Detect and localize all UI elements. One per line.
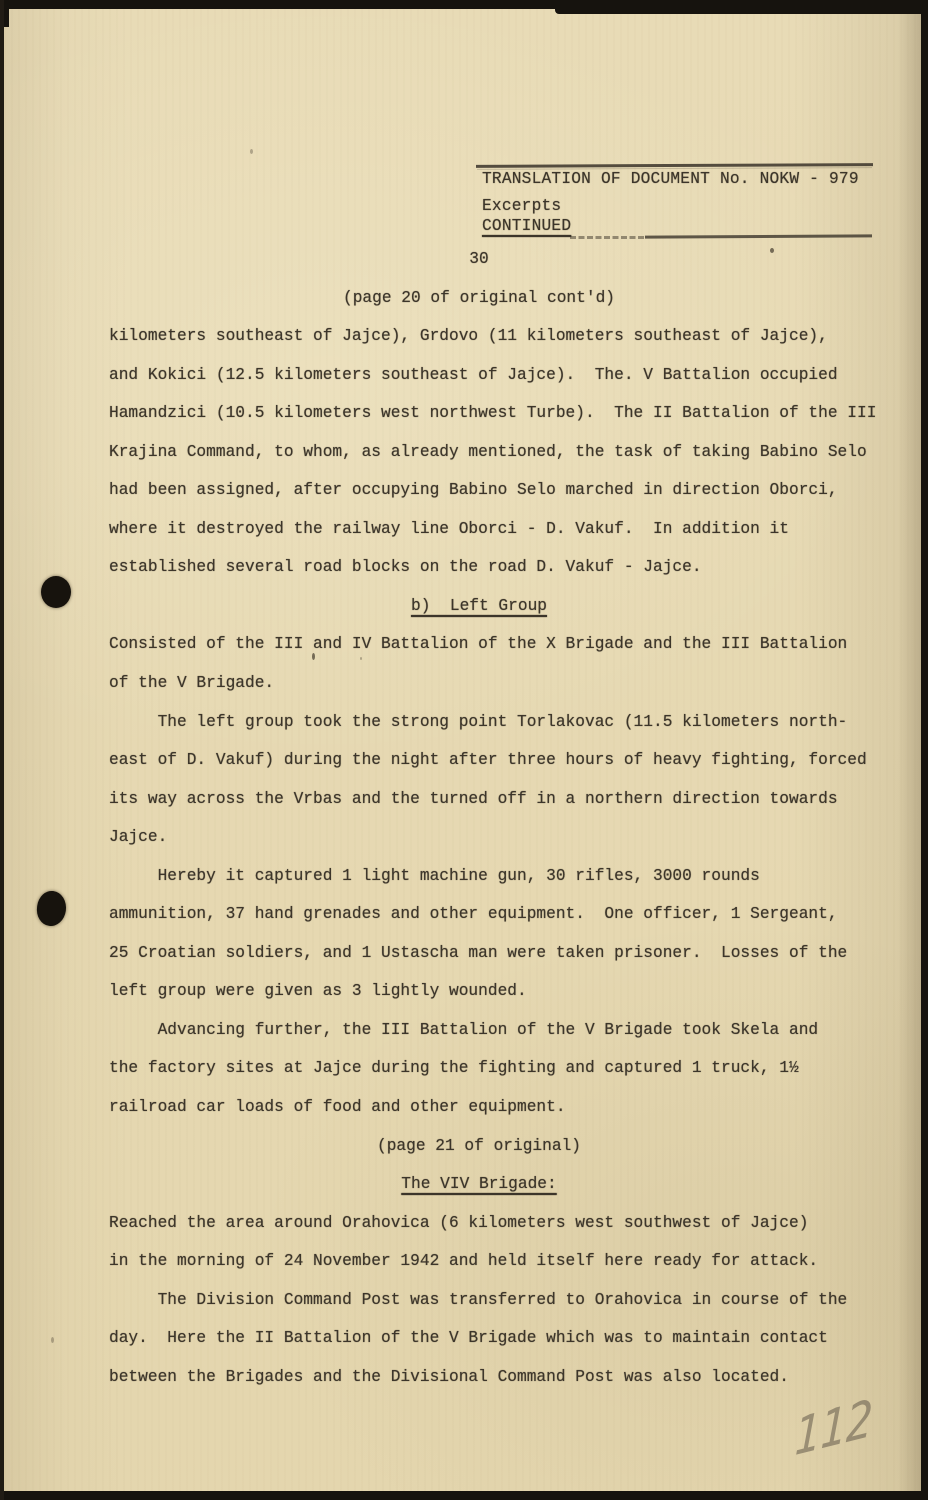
stamp-subtitle: Excerpts (482, 197, 562, 215)
punch-hole-top (41, 576, 71, 608)
stamp-dash-segment (570, 236, 644, 239)
typed-line: ammunition, 37 hand grenades and other equipment. One officer, 1 Sergeant, (109, 905, 838, 924)
section-heading-left-group: b) Left Group (411, 596, 547, 615)
paper-sheet (4, 9, 922, 1492)
typed-line: established several road blocks on the road D. Vakuf - Jajce. (109, 558, 702, 577)
typed-line: kilometers southeast of Jajce), Grdovo (11 kilometers southeast of Jajce), (109, 327, 828, 346)
stamp-top-rule (476, 163, 873, 168)
typed-line: Hamandzici (10.5 kilometers west northwest Turbe). The II Battalion of the III (109, 404, 877, 423)
typed-line: The Division Command Post was transferred to Orahovica in course of the (109, 1290, 848, 1309)
typed-line: and Kokici (12.5 kilometers southeast of Jajce). The. V Battalion occupied (109, 365, 838, 384)
ink-speck (312, 653, 315, 660)
typed-line: left group were given as 3 lightly wounded. (109, 982, 527, 1001)
typed-line: east of D. Vakuf) during the night after three hours of heavy fighting, forced (109, 751, 867, 770)
typed-line: had been assigned, after occupying Babino Selo marched in direction Oborci, (109, 481, 838, 500)
typed-line: the factory sites at Jajce during the fighting and captured 1 truck, 1½ (109, 1059, 799, 1078)
typed-line: of the V Brigade. (109, 674, 275, 693)
typed-line: Krajina Command, to whom, as already mentioned, the task of taking Babino Selo (109, 442, 867, 461)
typed-line: between the Brigades and the Divisional Command Post was also located. (109, 1367, 789, 1386)
typed-line: The left group took the strong point Torlakovac (11.5 kilometers north- (109, 712, 848, 731)
stamp-bottom-rule (645, 234, 872, 238)
typed-line: Advancing further, the III Battalion of the V Brigade took Skela and (109, 1020, 819, 1039)
scan-edge-bottom (0, 1491, 928, 1500)
scan-edge-top-right (555, 0, 928, 14)
stamp-status: CONTINUED (482, 217, 572, 235)
typed-line: Jajce. (109, 828, 168, 847)
scan-edge-left (0, 0, 4, 1500)
typed-line: its way across the Vrbas and the turned off in a northern direction towards (109, 789, 838, 808)
typed-body (4, 240, 928, 1396)
typed-line: day. Here the II Battalion of the V Brigade which was to maintain contact (109, 1329, 828, 1348)
typed-line: where it destroyed the railway line Oborci - D. Vakuf. In addition it (109, 519, 789, 538)
ink-speck (770, 248, 774, 253)
ink-speck (360, 657, 362, 660)
handwritten-page-number: 112 (793, 1388, 874, 1469)
typed-line: Hereby it captured 1 light machine gun, 30 rifles, 3000 rounds (109, 866, 760, 885)
ink-speck (250, 149, 253, 154)
typed-line: railroad car loads of food and other equipment. (109, 1098, 566, 1117)
stamp-title: TRANSLATION OF DOCUMENT No. NOKW - 979 (482, 170, 859, 188)
typed-line: Consisted of the III and IV Battalion of the X Brigade and the III Battalion (109, 635, 848, 654)
page-number: 30 (469, 250, 489, 268)
section-heading-viv-brigade: The VIV Brigade: (401, 1175, 557, 1194)
ink-speck (51, 1337, 54, 1343)
scan-shadow-right (898, 0, 921, 1500)
page-reference: (page 20 of original cont'd) (343, 288, 615, 307)
page-reference: (page 21 of original) (377, 1136, 581, 1155)
typed-line: Reached the area around Orahovica (6 kilometers west southwest of Jajce) (109, 1213, 809, 1232)
scan-edge-right (921, 0, 928, 1500)
typed-line: 25 Croatian soldiers, and 1 Ustascha man were taken prisoner. Losses of the (109, 943, 848, 962)
typed-line: in the morning of 24 November 1942 and held itself here ready for attack. (109, 1252, 819, 1271)
